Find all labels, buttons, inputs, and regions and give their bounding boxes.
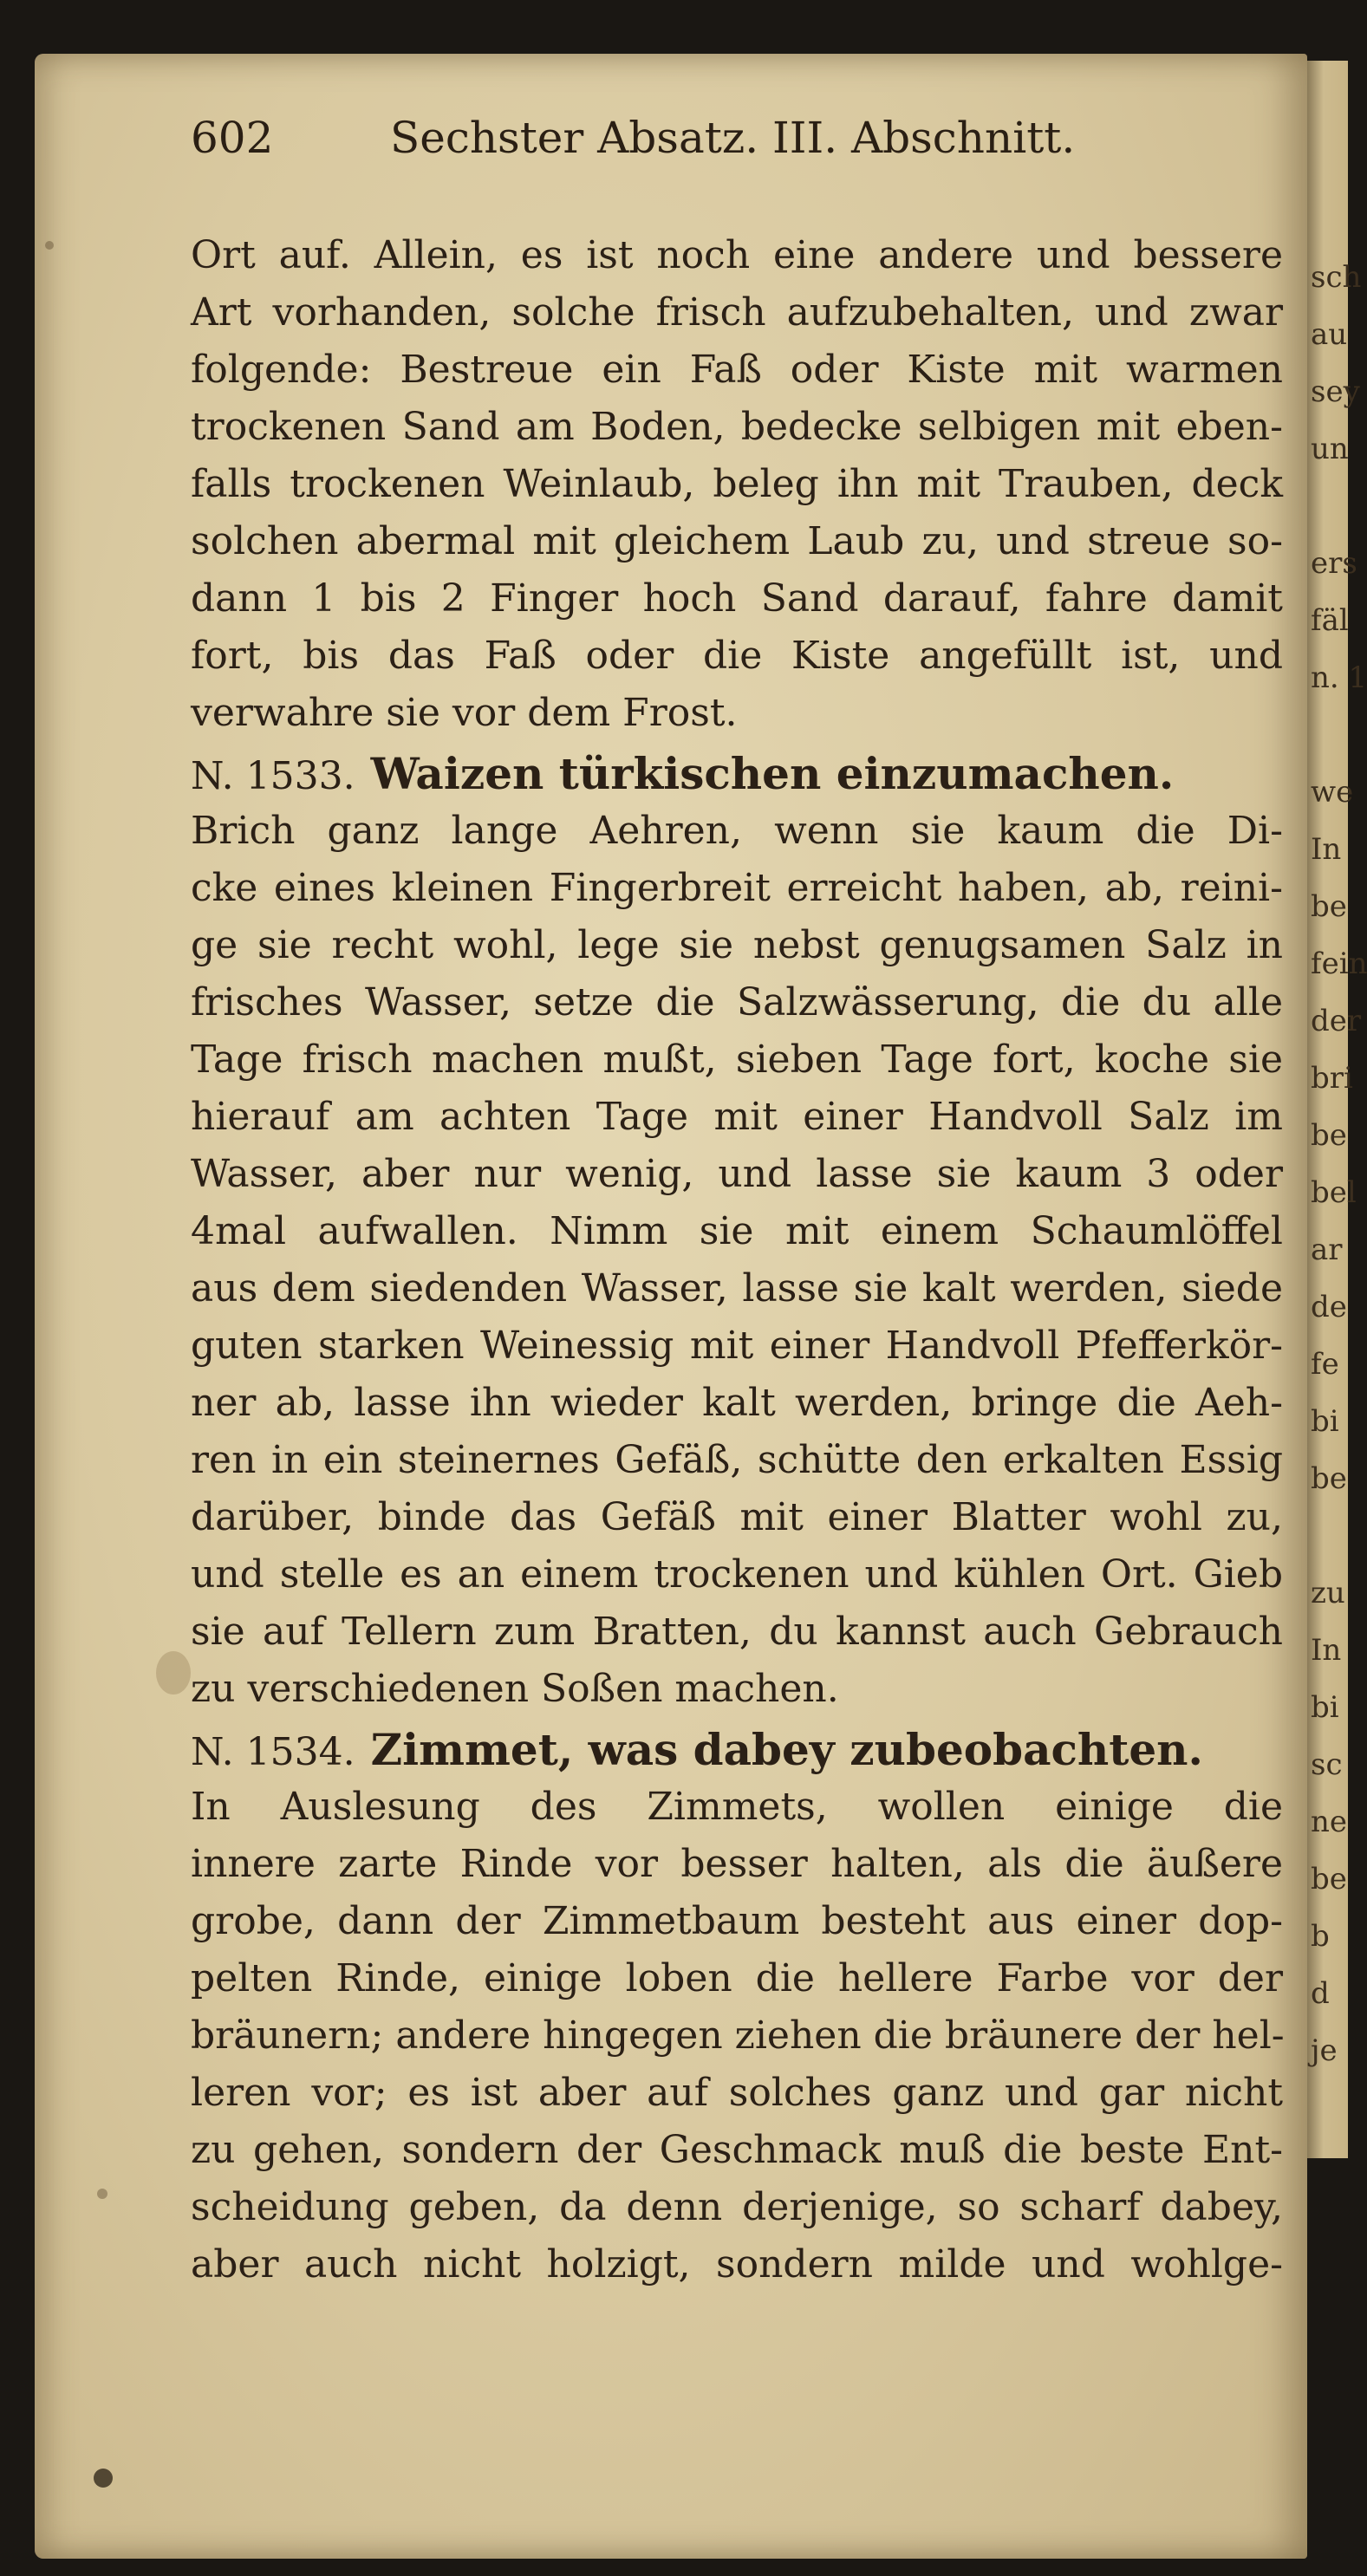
text-line: grobe, dann der Zimmetbaum besteht aus einer dop- [191, 1899, 1283, 1943]
facing-line: be [1311, 889, 1347, 924]
facing-line: be [1311, 1461, 1347, 1496]
text-line: scheidung geben, da denn derjenige, so scharf dabey, [191, 2185, 1283, 2229]
facing-line: bri [1311, 1061, 1353, 1096]
entry-number: N. 1534. [191, 1730, 355, 1774]
text-line: Art vorhanden, solche frisch aufzubehalten, und zwar [191, 290, 1283, 335]
text-line: aber auch nicht holzigt, sondern milde und wohlge- [191, 2242, 1283, 2287]
text-line: 4mal aufwallen. Nimm sie mit einem Schaumlöffel [191, 1209, 1283, 1253]
facing-line: sc [1311, 1747, 1343, 1782]
text-line: guten starken Weinessig mit einer Handvoll Pfefferkör- [191, 1324, 1283, 1368]
facing-line: d [1311, 1976, 1330, 2011]
facing-line: bi [1311, 1404, 1339, 1439]
ink-spot [97, 2189, 107, 2199]
text-line: innere zarte Rinde vor besser halten, als die äußere [191, 1842, 1283, 1886]
text-line: folgende: Bestreue ein Faß oder Kiste mit warmen [191, 348, 1283, 392]
text-line: Wasser, aber nur wenig, und lasse sie kaum 3 oder [191, 1152, 1283, 1196]
text-line: sie auf Tellern zum Bratten, du kannst auch Gebrauch [191, 1610, 1283, 1654]
text-line: bräunern; andere hingegen ziehen die bräunere der hel- [191, 2013, 1285, 2058]
text-line: darüber, binde das Gefäß mit einer Blatter wohl zu, [191, 1495, 1283, 1539]
text-line: cke eines kleinen Fingerbreit erreicht haben, ab, reini- [191, 866, 1283, 910]
facing-line: b [1311, 1919, 1330, 1954]
ink-spot [45, 241, 54, 250]
text-line: zu gehen, sondern der Geschmack muß die beste Ent- [191, 2128, 1283, 2172]
facing-line: der [1311, 1004, 1362, 1038]
text-line: In Auslesung des Zimmets, wollen einige die [191, 1785, 1283, 1829]
text-line: dann 1 bis 2 Finger hoch Sand darauf, fahre damit [191, 576, 1283, 621]
facing-line: ar [1311, 1233, 1343, 1267]
text-line: und stelle es an einem trockenen und kühlen Ort. Gieb [191, 1552, 1283, 1597]
text-line: verwahre sie vor dem Frost. [191, 691, 738, 735]
facing-line: fein [1311, 946, 1367, 981]
text-line: Ort auf. Allein, es ist noch eine andere und bessere [191, 233, 1283, 277]
entry-number: N. 1533. [191, 754, 355, 798]
text-line: fort, bis das Faß oder die Kiste angefüllt ist, und [191, 634, 1283, 678]
text-line: falls trockenen Weinlaub, beleg ihn mit Trauben, deck [191, 462, 1283, 506]
entry-title: Zimmet, was dabey zubeobachten. [370, 1724, 1203, 1775]
facing-line: bel [1311, 1175, 1357, 1210]
text-line: hierauf am achten Tage mit einer Handvoll Salz im [191, 1095, 1283, 1139]
ink-spot [94, 2469, 113, 2488]
facing-line: de [1311, 1290, 1347, 1324]
facing-line: bi [1311, 1690, 1339, 1725]
facing-line: we [1311, 775, 1354, 810]
ink-spot [156, 1651, 191, 1695]
running-title: Sechster Absatz. III. Abschnitt. [390, 113, 1076, 163]
text-line: zu verschiedenen Soßen machen. [191, 1667, 839, 1711]
facing-line: ers [1311, 546, 1357, 581]
facing-line: fe [1311, 1347, 1339, 1382]
running-head [191, 113, 1283, 163]
facing-line: be [1311, 1118, 1347, 1153]
entry-title: Waizen türkischen einzumachen. [370, 748, 1175, 799]
entry-heading [191, 1724, 1283, 1779]
text-line: Tage frisch machen mußt, sieben Tage fort, koche sie [191, 1038, 1283, 1082]
facing-line: au [1311, 317, 1348, 352]
facing-line: In [1311, 832, 1342, 867]
facing-line: je [1311, 2033, 1338, 2068]
entry-heading [191, 748, 1283, 803]
text-line: pelten Rinde, einige loben die hellere Farbe vor der [191, 1956, 1283, 2000]
text-line: solchen abermal mit gleichem Laub zu, und streue so- [191, 519, 1283, 563]
facing-line: In [1311, 1633, 1342, 1668]
facing-line: zu [1311, 1576, 1345, 1610]
facing-line: be [1311, 1862, 1347, 1896]
text-line: ge sie recht wohl, lege sie nebst genugsamen Salz in [191, 923, 1283, 967]
facing-line: sch [1311, 260, 1362, 295]
facing-line: ne [1311, 1805, 1348, 1839]
facing-line: n. 1 [1311, 660, 1367, 695]
text-line: ren in ein steinernes Gefäß, schütte den erkalten Essig [191, 1438, 1283, 1482]
text-line: Brich ganz lange Aehren, wenn sie kaum die Di- [191, 809, 1283, 853]
text-line: ner ab, lasse ihn wieder kalt werden, bringe die Aeh- [191, 1381, 1283, 1425]
facing-line: sey [1311, 374, 1360, 409]
facing-line: fäl [1311, 603, 1349, 638]
text-line: frisches Wasser, setze die Salzwässerung, die du alle [191, 980, 1283, 1025]
text-line: leren vor; es ist aber auf solches ganz und gar nicht [191, 2071, 1283, 2115]
text-line: trockenen Sand am Boden, bedecke selbigen mit eben- [191, 405, 1283, 449]
text-line: aus dem siedenden Wasser, lasse sie kalt werden, siede [191, 1266, 1283, 1311]
facing-line: un [1311, 432, 1349, 466]
page-number: 602 [191, 113, 274, 163]
